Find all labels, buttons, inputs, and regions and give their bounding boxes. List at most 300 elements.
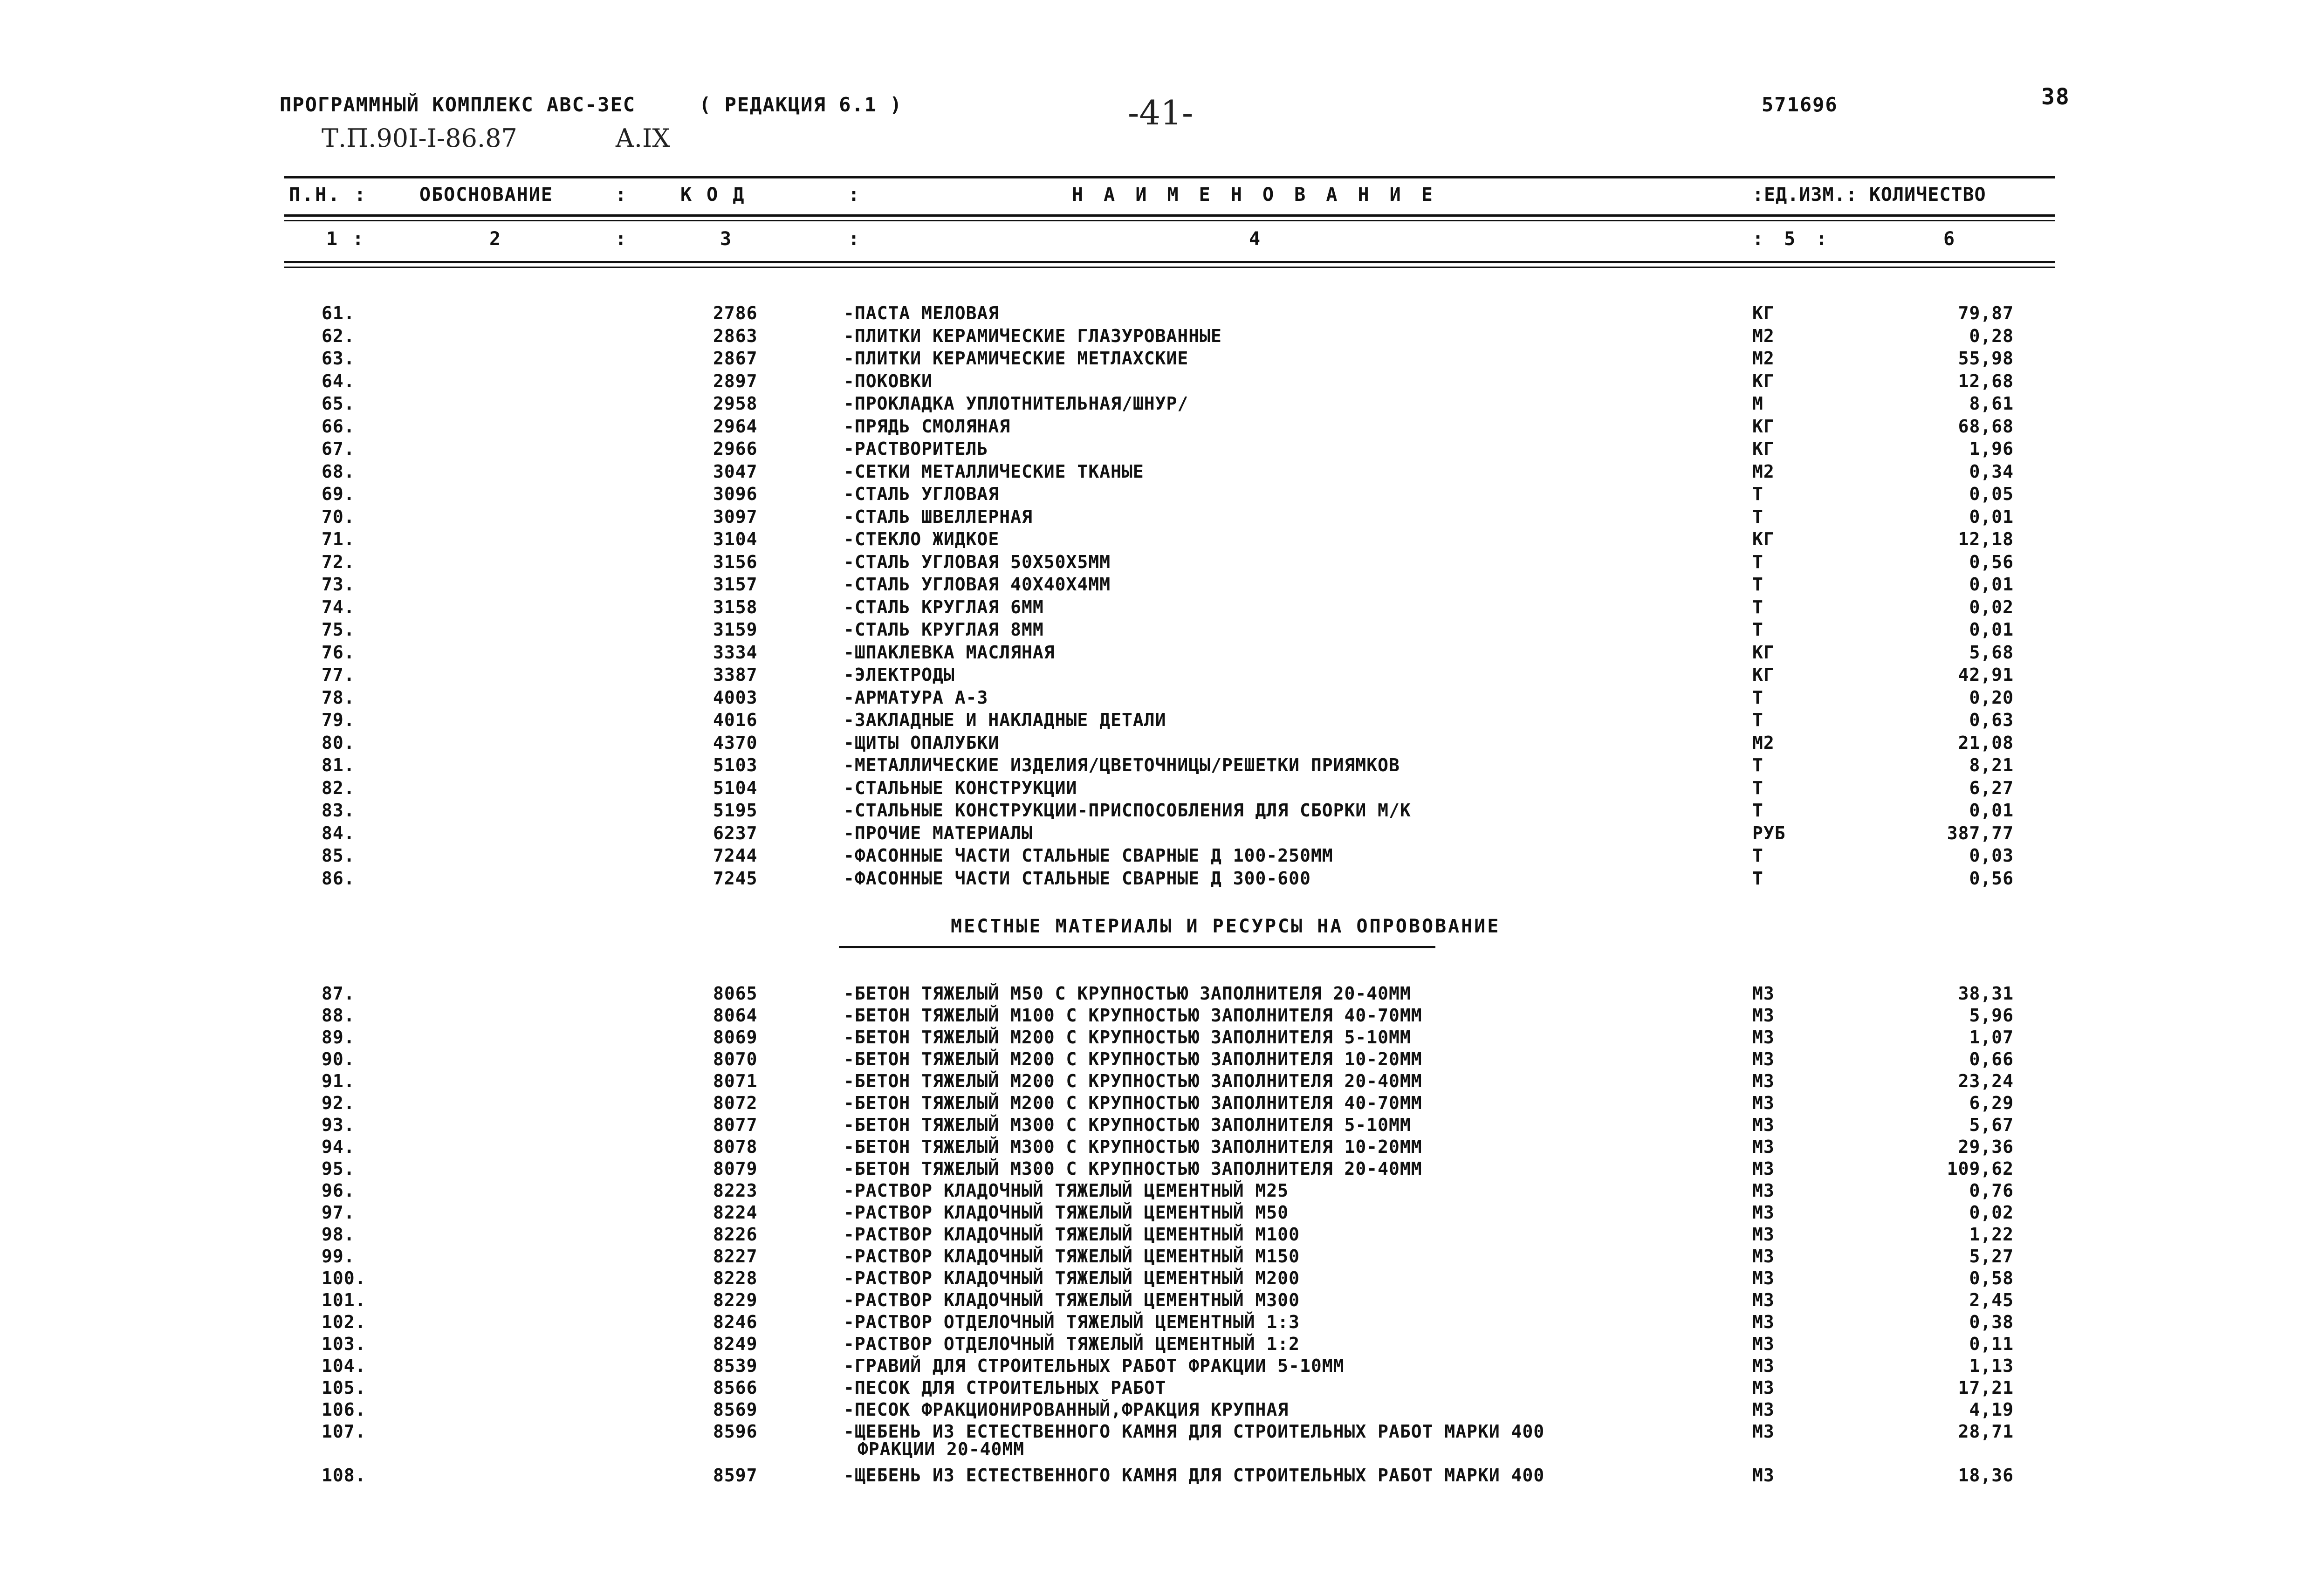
- row-number: 97.: [322, 1202, 355, 1223]
- row-unit: М3: [1752, 1071, 1775, 1091]
- row-quantity: 0,02: [1969, 1202, 2014, 1223]
- table-row: [0, 348, 2312, 369]
- row-number: 68.: [322, 461, 355, 482]
- row-quantity: 5,67: [1969, 1115, 2014, 1135]
- row-code: 8596: [713, 1421, 758, 1442]
- row-code: 7245: [713, 868, 758, 889]
- table-row: [0, 1377, 2312, 1398]
- row-quantity: 2,45: [1969, 1290, 2014, 1310]
- row-quantity: 0,34: [1969, 461, 2014, 482]
- row-code: 4003: [713, 687, 758, 708]
- row-name: -СТАЛЬНЫЕ КОНСТРУКЦИИ-ПРИСПОСОБЛЕНИЯ ДЛЯ СБОРКИ М/К: [844, 800, 1411, 821]
- row-quantity: 12,68: [1958, 370, 2014, 391]
- table-row: [0, 1137, 2312, 1157]
- row-unit: Т: [1752, 868, 1763, 889]
- table-row: [0, 416, 2312, 437]
- row-unit: Т: [1752, 777, 1763, 798]
- table-row: [0, 326, 2312, 346]
- row-number: 84.: [322, 822, 355, 843]
- table-row: [0, 1115, 2312, 1135]
- row-unit: М3: [1752, 1093, 1775, 1113]
- section-underline: [839, 946, 1435, 948]
- table-row: [0, 1180, 2312, 1201]
- row-quantity: 0,01: [1969, 619, 2014, 640]
- row-quantity: 0,05: [1969, 484, 2014, 504]
- row-quantity: 0,28: [1969, 325, 2014, 346]
- row-quantity: 0,66: [1969, 1049, 2014, 1069]
- row-name: -ЩИТЫ ОПАЛУБКИ: [844, 732, 1000, 753]
- table-row: [0, 303, 2312, 323]
- table-row: [0, 755, 2312, 775]
- row-name: -БЕТОН ТЯЖЕЛЫЙ М300 С КРУПНОСТЬЮ ЗАПОЛНИТЕЛЯ 20-40ММ: [844, 1158, 1422, 1179]
- table-row: [0, 507, 2312, 527]
- table-row: [0, 1202, 2312, 1223]
- row-name: -РАСТВОР КЛАДОЧНЫЙ ТЯЖЕЛЫЙ ЦЕМЕНТНЫЙ М25: [844, 1180, 1289, 1201]
- column-number-3: 3: [720, 228, 734, 250]
- row-number: 95.: [322, 1158, 355, 1179]
- row-name: -ШПАКЛЕВКА МАСЛЯНАЯ: [844, 642, 1055, 663]
- row-unit: Т: [1752, 845, 1763, 866]
- row-name: -РАСТВОР КЛАДОЧНЫЙ ТЯЖЕЛЫЙ ЦЕМЕНТНЫЙ М100: [844, 1224, 1300, 1245]
- row-number: 96.: [322, 1180, 355, 1201]
- row-name: -БЕТОН ТЯЖЕЛЫЙ М100 С КРУПНОСТЬЮ ЗАПОЛНИТЕЛЯ 40-70ММ: [844, 1005, 1422, 1026]
- column-separator: :: [615, 228, 629, 250]
- row-number: 62.: [322, 325, 355, 346]
- row-name: -ПОКОВКИ: [844, 370, 933, 391]
- row-code: 8224: [713, 1202, 758, 1223]
- row-unit: М3: [1752, 1224, 1775, 1245]
- row-quantity: 38,31: [1958, 983, 2014, 1004]
- table-row: [0, 845, 2312, 866]
- program-name: ПРОГРАММНЫЙ КОМПЛЕКС АВС-3ЕС: [280, 93, 636, 116]
- row-quantity: 1,22: [1969, 1224, 2014, 1245]
- row-number: 99.: [322, 1246, 355, 1267]
- row-quantity: 0,01: [1969, 574, 2014, 595]
- table-row: [0, 574, 2312, 595]
- row-unit: М3: [1752, 1115, 1775, 1135]
- row-code: 3047: [713, 461, 758, 482]
- row-unit: КГ: [1752, 529, 1775, 549]
- table-header-rule-2: [284, 220, 2055, 221]
- row-code: 8071: [713, 1071, 758, 1091]
- row-code: 2786: [713, 303, 758, 323]
- row-name: -СТАЛЬ УГЛОВАЯ 40Х40Х4ММ: [844, 574, 1111, 595]
- row-number: 108.: [322, 1465, 366, 1486]
- row-unit: М3: [1752, 1049, 1775, 1069]
- column-header-pn: П.Н. :: [289, 184, 368, 205]
- row-code: 8077: [713, 1115, 758, 1135]
- table-row: [0, 1246, 2312, 1267]
- row-quantity: 5,27: [1969, 1246, 2014, 1267]
- row-number: 93.: [322, 1115, 355, 1135]
- row-quantity: 5,68: [1969, 642, 2014, 663]
- table-top-rule: [284, 176, 2055, 178]
- row-number: 101.: [322, 1290, 366, 1310]
- row-number: 107.: [322, 1421, 366, 1442]
- row-quantity: 0,76: [1969, 1180, 2014, 1201]
- row-number: 94.: [322, 1137, 355, 1157]
- table-row: [0, 597, 2312, 617]
- table-row: [0, 371, 2312, 391]
- section-title: МЕСТНЫЕ МАТЕРИАЛЫ И РЕСУРСЫ НА ОПРОВОВАНИЕ: [951, 916, 1501, 937]
- row-number: 67.: [322, 438, 355, 459]
- column-number-1: 1 :: [326, 228, 366, 250]
- table-row: [0, 1290, 2312, 1310]
- row-number: 81.: [322, 755, 355, 775]
- row-code: 8249: [713, 1334, 758, 1354]
- row-quantity: 21,08: [1958, 732, 2014, 753]
- row-code: 8223: [713, 1180, 758, 1201]
- table-row: [0, 484, 2312, 504]
- row-code: 8246: [713, 1312, 758, 1332]
- row-name: -ПЕСОК ДЛЯ СТРОИТЕЛЬНЫХ РАБОТ: [844, 1377, 1166, 1398]
- row-code: 8569: [713, 1399, 758, 1420]
- table-row: [0, 1465, 2312, 1486]
- row-quantity: 8,21: [1969, 755, 2014, 775]
- row-name: -ПЛИТКИ КЕРАМИЧЕСКИЕ ГЛАЗУРОВАННЫЕ: [844, 325, 1222, 346]
- row-name: -РАСТВОРИТЕЛЬ: [844, 438, 988, 459]
- row-number: 92.: [322, 1093, 355, 1113]
- table-row: [0, 868, 2312, 889]
- row-number: 87.: [322, 983, 355, 1004]
- row-code: 4370: [713, 732, 758, 753]
- column-number-2: 2: [489, 228, 503, 250]
- row-unit: М3: [1752, 1465, 1775, 1486]
- row-number: 74.: [322, 596, 355, 617]
- row-code: 8227: [713, 1246, 758, 1267]
- row-name: -ЭЛЕКТРОДЫ: [844, 664, 955, 685]
- row-code: 8597: [713, 1465, 758, 1486]
- row-number: 85.: [322, 845, 355, 866]
- row-unit: КГ: [1752, 416, 1775, 437]
- row-unit: КГ: [1752, 370, 1775, 391]
- table-body-rule-2: [284, 267, 2055, 268]
- row-name: -БЕТОН ТЯЖЕЛЫЙ М200 С КРУПНОСТЬЮ ЗАПОЛНИТЕЛЯ 10-20ММ: [844, 1049, 1422, 1069]
- column-separator: :: [615, 184, 629, 205]
- row-code: 8229: [713, 1290, 758, 1310]
- row-number: 104.: [322, 1356, 366, 1376]
- row-number: 100.: [322, 1268, 366, 1288]
- column-number-4: 4: [1249, 228, 1262, 250]
- row-number: 76.: [322, 642, 355, 663]
- table-row: [0, 438, 2312, 459]
- row-number: 89.: [322, 1027, 355, 1048]
- row-name: -СЕТКИ МЕТАЛЛИЧЕСКИЕ ТКАНЫЕ: [844, 461, 1144, 482]
- row-code: 8539: [713, 1356, 758, 1376]
- table-row: [0, 1005, 2312, 1026]
- row-unit: М2: [1752, 348, 1775, 369]
- row-quantity: 0,63: [1969, 710, 2014, 730]
- row-name: -БЕТОН ТЯЖЕЛЫЙ М300 С КРУПНОСТЬЮ ЗАПОЛНИТЕЛЯ 5-10ММ: [844, 1115, 1411, 1135]
- project-reference: Т.П.90I-I-86.87: [322, 123, 517, 153]
- row-code: 8072: [713, 1093, 758, 1113]
- row-name: -БЕТОН ТЯЖЕЛЫЙ М300 С КРУПНОСТЬЮ ЗАПОЛНИТЕЛЯ 10-20ММ: [844, 1137, 1422, 1157]
- column-separator: :: [848, 184, 862, 205]
- row-number: 77.: [322, 664, 355, 685]
- row-unit: Т: [1752, 506, 1763, 527]
- row-name: -ПРОЧИЕ МАТЕРИАЛЫ: [844, 822, 1033, 843]
- row-unit: КГ: [1752, 303, 1775, 323]
- row-code: 8078: [713, 1137, 758, 1157]
- table-body-rule: [284, 261, 2055, 263]
- row-number: 82.: [322, 777, 355, 798]
- row-quantity: 0,56: [1969, 551, 2014, 572]
- row-name: -СТАЛЬНЫЕ КОНСТРУКЦИИ: [844, 777, 1077, 798]
- row-code: 3158: [713, 596, 758, 617]
- column-header-unit-qty: :ЕД.ИЗМ.: КОЛИЧЕСТВО: [1752, 184, 1986, 205]
- row-quantity: 8,61: [1969, 393, 2014, 414]
- row-name: -ПРОКЛАДКА УПЛОТНИТЕЛЬНАЯ/ШНУР/: [844, 393, 1189, 414]
- row-code: 2966: [713, 438, 758, 459]
- row-number: 90.: [322, 1049, 355, 1069]
- row-quantity: 1,96: [1969, 438, 2014, 459]
- table-row: [0, 1312, 2312, 1332]
- row-unit: РУБ: [1752, 822, 1786, 843]
- table-row: [0, 687, 2312, 708]
- row-number: 83.: [322, 800, 355, 821]
- row-name: -СТЕКЛО ЖИДКОЕ: [844, 529, 1000, 549]
- row-quantity: 42,91: [1958, 664, 2014, 685]
- row-name: -РАСТВОР КЛАДОЧНЫЙ ТЯЖЕЛЫЙ ЦЕМЕНТНЫЙ М50: [844, 1202, 1289, 1223]
- row-quantity: 6,27: [1969, 777, 2014, 798]
- edition-label: ( РЕДАКЦИЯ 6.1 ): [699, 93, 903, 116]
- row-quantity: 0,20: [1969, 687, 2014, 708]
- column-number-5: : 5 :: [1752, 228, 1832, 250]
- row-code: 3387: [713, 664, 758, 685]
- row-number: 61.: [322, 303, 355, 323]
- row-name: -ФАСОННЫЕ ЧАСТИ СТАЛЬНЫЕ СВАРНЫЕ Д 300-600: [844, 868, 1311, 889]
- column-header-code: К О Д: [680, 184, 746, 205]
- row-unit: Т: [1752, 574, 1763, 595]
- row-quantity: 18,36: [1958, 1465, 2014, 1486]
- table-row: [0, 1224, 2312, 1245]
- row-code: 8070: [713, 1049, 758, 1069]
- row-quantity: 0,56: [1969, 868, 2014, 889]
- row-unit: М3: [1752, 1312, 1775, 1332]
- table-row: [0, 552, 2312, 572]
- row-unit: М: [1752, 393, 1763, 414]
- row-quantity: 23,24: [1958, 1071, 2014, 1091]
- row-name: -БЕТОН ТЯЖЕЛЫЙ М50 С КРУПНОСТЬЮ ЗАПОЛНИТЕЛЯ 20-40ММ: [844, 983, 1411, 1004]
- row-code: 8566: [713, 1377, 758, 1398]
- row-number: 70.: [322, 506, 355, 527]
- table-row: [0, 1071, 2312, 1091]
- row-number: 78.: [322, 687, 355, 708]
- row-unit: Т: [1752, 551, 1763, 572]
- row-unit: Т: [1752, 755, 1763, 775]
- row-code: 8065: [713, 983, 758, 1004]
- row-code: 3157: [713, 574, 758, 595]
- row-name: -ПАСТА МЕЛОВАЯ: [844, 303, 1000, 323]
- row-name: -БЕТОН ТЯЖЕЛЫЙ М200 С КРУПНОСТЬЮ ЗАПОЛНИТЕЛЯ 20-40ММ: [844, 1071, 1422, 1091]
- row-name: -СТАЛЬ КРУГЛАЯ 8ММ: [844, 619, 1044, 640]
- row-name: -ГРАВИЙ ДЛЯ СТРОИТЕЛЬНЫХ РАБОТ ФРАКЦИИ 5-10ММ: [844, 1356, 1345, 1376]
- row-number: 88.: [322, 1005, 355, 1026]
- row-quantity: 79,87: [1958, 303, 2014, 323]
- table-row: [0, 642, 2312, 663]
- row-quantity: 109,62: [1947, 1158, 2014, 1179]
- row-name: -БЕТОН ТЯЖЕЛЫЙ М200 С КРУПНОСТЬЮ ЗАПОЛНИТЕЛЯ 5-10ММ: [844, 1027, 1411, 1048]
- row-code: 2863: [713, 325, 758, 346]
- row-number: 105.: [322, 1377, 366, 1398]
- row-code: 7244: [713, 845, 758, 866]
- column-header-basis: ОБОСНОВАНИЕ: [419, 184, 553, 205]
- row-name: -СТАЛЬ УГЛОВАЯ 50Х50Х5ММ: [844, 551, 1111, 572]
- row-quantity: 0,02: [1969, 596, 2014, 617]
- row-name: -ЩЕБЕНЬ ИЗ ЕСТЕСТВЕННОГО КАМНЯ ДЛЯ СТРОИТЕЛЬНЫХ РАБОТ МАРКИ 400: [844, 1421, 1545, 1442]
- table-row: [0, 733, 2312, 753]
- row-unit: Т: [1752, 619, 1763, 640]
- row-quantity: 1,07: [1969, 1027, 2014, 1048]
- row-quantity: 28,71: [1958, 1421, 2014, 1442]
- row-name: -СТАЛЬ КРУГЛАЯ 6ММ: [844, 596, 1044, 617]
- row-quantity: 12,18: [1958, 529, 2014, 549]
- row-quantity: 0,58: [1969, 1268, 2014, 1288]
- table-row: [0, 393, 2312, 414]
- row-unit: М3: [1752, 1158, 1775, 1179]
- row-unit: М2: [1752, 325, 1775, 346]
- row-name: -РАСТВОР КЛАДОЧНЫЙ ТЯЖЕЛЫЙ ЦЕМЕНТНЫЙ М150: [844, 1246, 1300, 1267]
- row-code: 8226: [713, 1224, 758, 1245]
- table-row: [0, 1421, 2312, 1459]
- table-row: [0, 778, 2312, 798]
- row-quantity: 29,36: [1958, 1137, 2014, 1157]
- row-unit: М3: [1752, 1246, 1775, 1267]
- page-number: -41-: [1128, 93, 1194, 132]
- table-row: [0, 1334, 2312, 1354]
- row-name: -БЕТОН ТЯЖЕЛЫЙ М200 С КРУПНОСТЬЮ ЗАПОЛНИТЕЛЯ 40-70ММ: [844, 1093, 1422, 1113]
- row-unit: М3: [1752, 1421, 1775, 1442]
- row-unit: М3: [1752, 1180, 1775, 1201]
- row-code: 3104: [713, 529, 758, 549]
- row-quantity: 0,11: [1969, 1334, 2014, 1354]
- table-row: [0, 529, 2312, 549]
- row-unit: М3: [1752, 1356, 1775, 1376]
- row-unit: М2: [1752, 732, 1775, 753]
- row-code: 2897: [713, 370, 758, 391]
- table-header-rule: [284, 214, 2055, 217]
- row-unit: Т: [1752, 687, 1763, 708]
- row-unit: КГ: [1752, 438, 1775, 459]
- row-number: 106.: [322, 1399, 366, 1420]
- row-quantity: 0,03: [1969, 845, 2014, 866]
- document-code: 571696: [1762, 93, 1838, 116]
- row-code: 8228: [713, 1268, 758, 1288]
- row-name-continuation: ФРАКЦИИ 20-40ММ: [858, 1439, 1025, 1459]
- row-number: 80.: [322, 732, 355, 753]
- row-unit: КГ: [1752, 664, 1775, 685]
- row-name: -РАСТВОР ОТДЕЛОЧНЫЙ ТЯЖЕЛЫЙ ЦЕМЕНТНЫЙ 1:2: [844, 1334, 1300, 1354]
- row-number: 79.: [322, 710, 355, 730]
- column-header-name: Н А И М Е Н О В А Н И Е: [1072, 184, 1437, 205]
- row-name: -МЕТАЛЛИЧЕСКИЕ ИЗДЕЛИЯ/ЦВЕТОЧНИЦЫ/РЕШЕТКИ ПРИЯМКОВ: [844, 755, 1400, 775]
- row-code: 2867: [713, 348, 758, 369]
- row-number: 65.: [322, 393, 355, 414]
- row-unit: М3: [1752, 1027, 1775, 1048]
- table-row: [0, 619, 2312, 640]
- table-row: [0, 823, 2312, 843]
- row-name: -ПРЯДЬ СМОЛЯНАЯ: [844, 416, 1011, 437]
- row-number: 73.: [322, 574, 355, 595]
- row-code: 3097: [713, 506, 758, 527]
- row-name: -ЗАКЛАДНЫЕ И НАКЛАДНЫЕ ДЕТАЛИ: [844, 710, 1166, 730]
- row-name: -СТАЛЬ ШВЕЛЛЕРНАЯ: [844, 506, 1033, 527]
- row-unit: Т: [1752, 596, 1763, 617]
- row-code: 5103: [713, 755, 758, 775]
- table-row: [0, 461, 2312, 482]
- row-unit: М3: [1752, 1202, 1775, 1223]
- row-unit: М3: [1752, 1137, 1775, 1157]
- row-code: 3159: [713, 619, 758, 640]
- row-number: 102.: [322, 1312, 366, 1332]
- row-number: 64.: [322, 370, 355, 391]
- row-quantity: 6,29: [1969, 1093, 2014, 1113]
- row-name: -РАСТВОР КЛАДОЧНЫЙ ТЯЖЕЛЫЙ ЦЕМЕНТНЫЙ М200: [844, 1268, 1300, 1288]
- row-number: 103.: [322, 1334, 366, 1354]
- row-number: 71.: [322, 529, 355, 549]
- row-code: 6237: [713, 822, 758, 843]
- row-code: 2964: [713, 416, 758, 437]
- row-name: -РАСТВОР ОТДЕЛОЧНЫЙ ТЯЖЕЛЫЙ ЦЕМЕНТНЫЙ 1:3: [844, 1312, 1300, 1332]
- row-name: -ПЛИТКИ КЕРАМИЧЕСКИЕ МЕТЛАХСКИЕ: [844, 348, 1189, 369]
- row-unit: М3: [1752, 1377, 1775, 1398]
- table-row: [0, 983, 2312, 1004]
- row-quantity: 1,13: [1969, 1356, 2014, 1376]
- row-name: -ЩЕБЕНЬ ИЗ ЕСТЕСТВЕННОГО КАМНЯ ДЛЯ СТРОИТЕЛЬНЫХ РАБОТ МАРКИ 400: [844, 1465, 1545, 1486]
- row-unit: М3: [1752, 983, 1775, 1004]
- row-unit: Т: [1752, 484, 1763, 504]
- row-code: 4016: [713, 710, 758, 730]
- row-unit: М3: [1752, 1268, 1775, 1288]
- row-name: -ФАСОННЫЕ ЧАСТИ СТАЛЬНЫЕ СВАРНЫЕ Д 100-250ММ: [844, 845, 1333, 866]
- row-code: 5195: [713, 800, 758, 821]
- row-unit: М3: [1752, 1290, 1775, 1310]
- row-number: 66.: [322, 416, 355, 437]
- table-row: [0, 1049, 2312, 1069]
- table-row: [0, 1093, 2312, 1113]
- row-quantity: 5,96: [1969, 1005, 2014, 1026]
- row-code: 2958: [713, 393, 758, 414]
- table-row: [0, 1027, 2312, 1048]
- row-name: -СТАЛЬ УГЛОВАЯ: [844, 484, 1000, 504]
- table-row: [0, 1356, 2312, 1376]
- row-unit: Т: [1752, 710, 1763, 730]
- row-unit: М3: [1752, 1399, 1775, 1420]
- row-number: 86.: [322, 868, 355, 889]
- corner-mark: 38: [2041, 84, 2070, 110]
- row-number: 72.: [322, 551, 355, 572]
- row-quantity: 0,38: [1969, 1312, 2014, 1332]
- table-row: [0, 1399, 2312, 1420]
- row-quantity: 17,21: [1958, 1377, 2014, 1398]
- row-code: 8069: [713, 1027, 758, 1048]
- row-code: 3156: [713, 551, 758, 572]
- table-row: [0, 800, 2312, 821]
- row-number: 75.: [322, 619, 355, 640]
- row-number: 98.: [322, 1224, 355, 1245]
- row-unit: Т: [1752, 800, 1763, 821]
- row-quantity: 55,98: [1958, 348, 2014, 369]
- row-number: 63.: [322, 348, 355, 369]
- row-unit: М2: [1752, 461, 1775, 482]
- column-number-6: 6: [1943, 228, 1957, 250]
- row-name: -ПЕСОК ФРАКЦИОНИРОВАННЫЙ,ФРАКЦИЯ КРУПНАЯ: [844, 1399, 1289, 1420]
- row-quantity: 4,19: [1969, 1399, 2014, 1420]
- row-number: 69.: [322, 484, 355, 504]
- row-code: 5104: [713, 777, 758, 798]
- row-quantity: 387,77: [1947, 822, 2014, 843]
- table-row: [0, 1268, 2312, 1288]
